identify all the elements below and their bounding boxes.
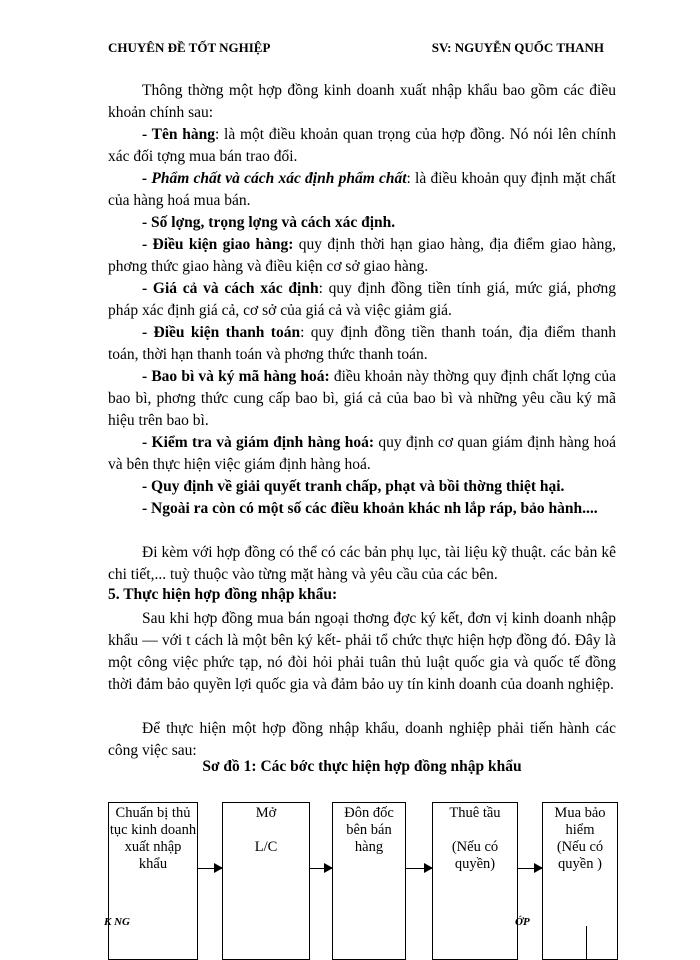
- diagram-box-insurance: Mua bảo hiểm (Nếu có quyền ): [542, 802, 618, 960]
- clause-text: : là một điều khoản quan trọng của hợp đồng. Nó nói lên chính xác đối tợng mua bán trao đổi.: [108, 126, 616, 165]
- clause-item: [108, 212, 616, 234]
- page-header: [108, 40, 604, 60]
- clause-text: quy định cơ quan giám định hàng hoá và bên thực hiện việc giám định hàng hoá.: [108, 434, 617, 473]
- header-left: CHUYÊN ĐỀ TỐT NGHIỆP: [108, 40, 271, 55]
- clause-item: [108, 124, 616, 168]
- footer-right: ỚP: [515, 916, 530, 928]
- header-right: SV: NGUYỄN QUỐC THANH: [431, 40, 604, 55]
- diagram-box-open-lc: Mở L/C: [222, 802, 310, 960]
- clause-item: [108, 168, 616, 212]
- clause-label: - Giá cả và cách xác định: [142, 280, 319, 297]
- clause-text: : quy định đồng tiền thanh toán, địa điểm thanh toán, thời hạn thanh toán và phơng thức thanh toán.: [108, 324, 616, 363]
- flow-arrow: [518, 868, 542, 869]
- clause-item: [108, 476, 616, 498]
- footer-left: K NG: [104, 916, 130, 928]
- diagram-title: Sơ đồ 1: Các bớc thực hiện hợp đồng nhập khẩu: [202, 758, 522, 775]
- clause-text: điều khoản này thờng quy định chất lợng của bao bì, phơng thức cung cấp bao bì, giá cả của bao bì và những yêu cầu ký mã hiệu trên bao bì.: [108, 368, 616, 429]
- clause-label: - Điều kiện giao hàng:: [142, 236, 294, 253]
- diagram-box-prepare: Chuẩn bị thủ tục kinh doanh xuất nhập khẩu: [108, 802, 198, 960]
- clause-label: - Quy định về giải quyết tranh chấp, phạt và bồi thờng thiệt hại.: [142, 478, 565, 495]
- clause-item: [108, 498, 616, 520]
- intro-paragraph: Thông thờng một hợp đồng kinh doanh xuất nhập khẩu bao gồm các điều khoản chính sau:: [108, 82, 616, 121]
- diagram-box-urge-seller: Đôn đốc bên bán hàng: [332, 802, 406, 960]
- diagram-box-charter-ship: Thuê tầu (Nếu có quyền): [432, 802, 518, 960]
- flow-arrow: [198, 868, 222, 869]
- clause-item: [108, 234, 616, 278]
- clause-label: - Điều kiện thanh toán: [142, 324, 301, 341]
- flow-arrow: [310, 868, 332, 869]
- clause-item: [108, 432, 616, 476]
- clause-label: - Phẩm chất và cách xác định phẩm chất: [142, 170, 407, 187]
- section-paragraph: Để thực hiện một hợp đồng nhập khẩu, doanh nghiệp phải tiến hành các công việc sau:: [108, 720, 616, 759]
- clause-text: quy định thời hạn giao hàng, địa điểm giao hàng, phơng thức giao hàng và điều kiện cơ sở giao hàng.: [108, 236, 616, 275]
- clause-label: - Số lợng, trọng lợng và cách xác định.: [142, 214, 396, 231]
- annex-paragraph: Đi kèm với hợp đồng có thể có các bản phụ lục, tài liệu kỹ thuật. các bản kê chi tiết,... tuỳ thuộc vào từng mặt hàng và yêu cầu của các bên.: [108, 544, 616, 583]
- clause-item: [108, 322, 616, 366]
- clause-label: - Ngoài ra còn có một số các điều khoản khác nh lắp ráp, bảo hành....: [142, 500, 598, 517]
- flow-connector-line: [586, 926, 587, 960]
- section-title: 5. Thực hiện hợp đồng nhập khẩu:: [108, 586, 338, 603]
- clause-text: : là điều khoản quy định mặt chất của hàng hoá mua bán.: [108, 170, 616, 209]
- clause-label: - Bao bì và ký mã hàng hoá:: [142, 368, 330, 385]
- flow-arrow: [406, 868, 432, 869]
- clause-item: [108, 366, 616, 432]
- section-paragraph: Sau khi hợp đồng mua bán ngoại thơng đợc ký kết, đơn vị kinh doanh nhập khẩu — với t cách là một bên ký kết- phải tổ chức thực hiện hợp đồng đó. Đây là một công việc phức tạp, nó đòi hỏi phải tuân thủ luật quốc gia và quốc tế đồng thời đảm bảo quyền lợi quốc gia và đảm bảo uy tín kinh doanh của doanh nghiệp.: [108, 610, 616, 693]
- clause-text: : quy định đồng tiền tính giá, mức giá, phơng pháp xác định giá cả, cơ sở của giá cả và việc giảm giá.: [108, 280, 616, 319]
- clause-label: - Tên hàng: [142, 126, 215, 143]
- clause-item: [108, 278, 616, 322]
- clause-label: - Kiểm tra và giám định hàng hoá:: [142, 434, 375, 451]
